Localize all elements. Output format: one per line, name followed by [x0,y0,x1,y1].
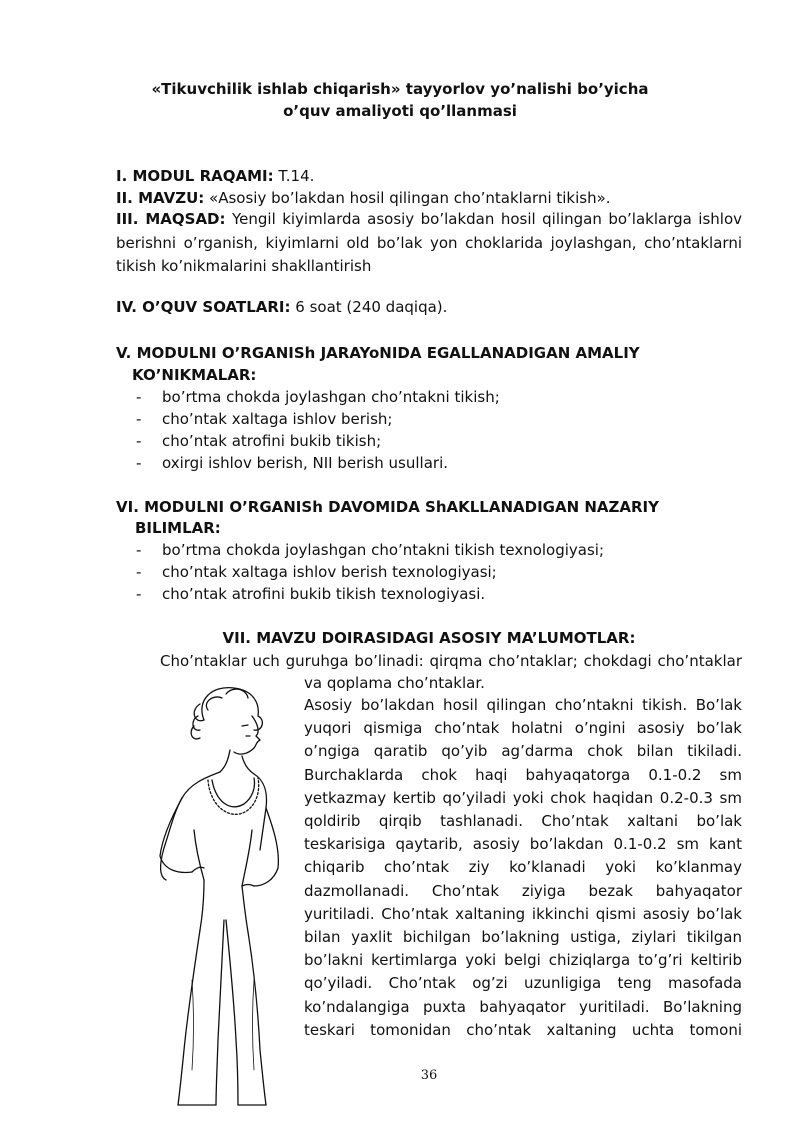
list-item-text: bo’rtma chokda joylashgan cho’ntakni tikish; [162,388,500,406]
list-item [136,539,604,561]
body-text-line: yuqori qismiga cho’ntak holatni o’ngini asosiy bo’lak [304,719,742,738]
document-title-line-1: «Tikuvchilik ishlab chiqarish» tayyorlov yo’nalishi bo’yicha [151,80,649,98]
list-item [136,408,392,430]
body-text-line: bo’lakni kertimlarga yoki belgi chiziqlarga to’g’ri keltirib [304,951,742,970]
body-text-line: qo’yiladi. Cho’ntak og’zi uzunligiga teng masofada [304,974,742,993]
list-item-text: cho’ntak xaltaga ishlov berish; [162,410,393,428]
list-dash: - [136,541,142,559]
list-dash: - [136,454,142,472]
list-item [136,561,497,583]
body-text-line: yuritiladi. Cho’ntak xaltaning ikkinchi qismi asosiy bo’lak [304,904,742,923]
list-item [136,386,500,408]
section-value: «Asosiy bo’lakdan hosil qilingan cho’ntaklarni tikish». [204,189,611,207]
page-number: 36 [420,1068,438,1083]
section-module-number [116,165,314,187]
body-text-line: Asosiy bo’lakdan hosil qilingan cho’ntakni tikish. Bo’lak [304,696,742,714]
list-dash: - [136,563,142,581]
body-text-line: yetkazmay kertib qo’yiladi yoki chok haqidan 0.2-0.3 sm [304,788,742,807]
section-5-heading: V. MODULNI O’RGANISh JARAYoNIDA EGALLANADIGAN AMALIY [116,344,640,362]
body-text-line: dazmollanadi. Cho’ntak ziyiga bezak bahyaqator [304,881,742,900]
section-6-heading: VI. MODULNI O’RGANISh DAVOMIDA ShAKLLANADIGAN NAZARIY [116,498,659,516]
list-item-text: bo’rtma chokda joylashgan cho’ntakni tikish texnologiyasi; [162,541,605,559]
section-label: I. MODUL RAQAMI: [116,167,274,185]
list-item-text: cho’ntak atrofini bukib tikish texnologiyasi. [162,585,486,603]
list-item [136,430,381,452]
section-study-hours [116,296,447,318]
section-value: T.14. [273,167,315,185]
list-item-text: oxirgi ishlov berish, NII berish usullari. [162,454,449,472]
section-topic [116,187,611,209]
body-text-line: teskarisiga qaytarib, asosiy bo’lakdan 0.1-0.2 sm kant [304,835,742,854]
list-item [136,452,448,474]
body-text-line: chiqarib cho’ntak ziy ko’klanadi yoki ko’klanmay [304,858,742,877]
goal-line-1 [116,208,742,232]
list-dash: - [136,585,142,603]
list-dash: - [136,388,142,406]
list-dash: - [136,432,142,450]
body-text-line: o’ngiga qaratib qo’yib ag’darma chok bilan tikiladi. [304,742,742,761]
list-item-text: cho’ntak atrofini bukib tikish; [162,432,382,450]
section-label: II. MAVZU: [116,189,205,207]
body-text-line: qoldirib qirqib tashlanadi. Cho’ntak xaltani bo’lak [304,812,742,831]
section-7-intro-line-1: Cho’ntaklar uch guruhga bo’linadi: qirqma cho’ntaklar; chokdagi cho’ntaklar [160,652,742,670]
body-text-line: bilan yaxlit bichilgan bo’lakning ustiga, ziylari tikilgan [304,928,742,947]
section-7-body [304,694,742,1042]
section-7-intro-line-2: va qoplama cho’ntaklar. [304,674,485,692]
goal-line-3: tikish ko’nikmalarini shakllantirish [116,257,372,275]
list-dash: - [136,410,142,428]
section-value: 6 soat (240 daqiqa). [290,298,448,316]
body-text-line: ko’ndalangiga puxta bahyaqator yuritiladi. Bo’lakning [304,997,742,1016]
section-goal [116,208,742,279]
list-item [136,583,485,605]
section-5-heading-cont: KO’NIKMALAR: [132,366,257,384]
goal-line-2: berishni o’rganish, kiyimlarni old bo’lak yon choklarida joylashgan, cho’ntaklarni [116,233,742,252]
section-label: IV. O’QUV SOATLARI: [116,298,291,316]
body-text-line: Burchaklarda chok haqi bahyaqatorga 0.1-0.2 sm [304,765,742,784]
goal-text-1: Yengil kiyimlarda asosiy bo’lakdan hosil qilingan bo’laklarga ishlov [225,210,742,228]
document-title-line-2: o’quv amaliyoti qo’llanmasi [283,102,517,120]
section-6-heading-cont: BILIMLAR: [135,519,221,537]
section-7-heading: VII. MAVZU DOIRASIDAGI ASOSIY MA’LUMOTLAR: [222,629,636,647]
body-text-line: teskari tomonidan cho’ntak xaltaning uchta tomoni [304,1020,742,1039]
list-item-text: cho’ntak xaltaga ishlov berish texnologiyasi; [162,563,497,581]
garment-figure-illustration [134,680,284,1110]
section-label: III. MAQSAD: [116,210,226,228]
